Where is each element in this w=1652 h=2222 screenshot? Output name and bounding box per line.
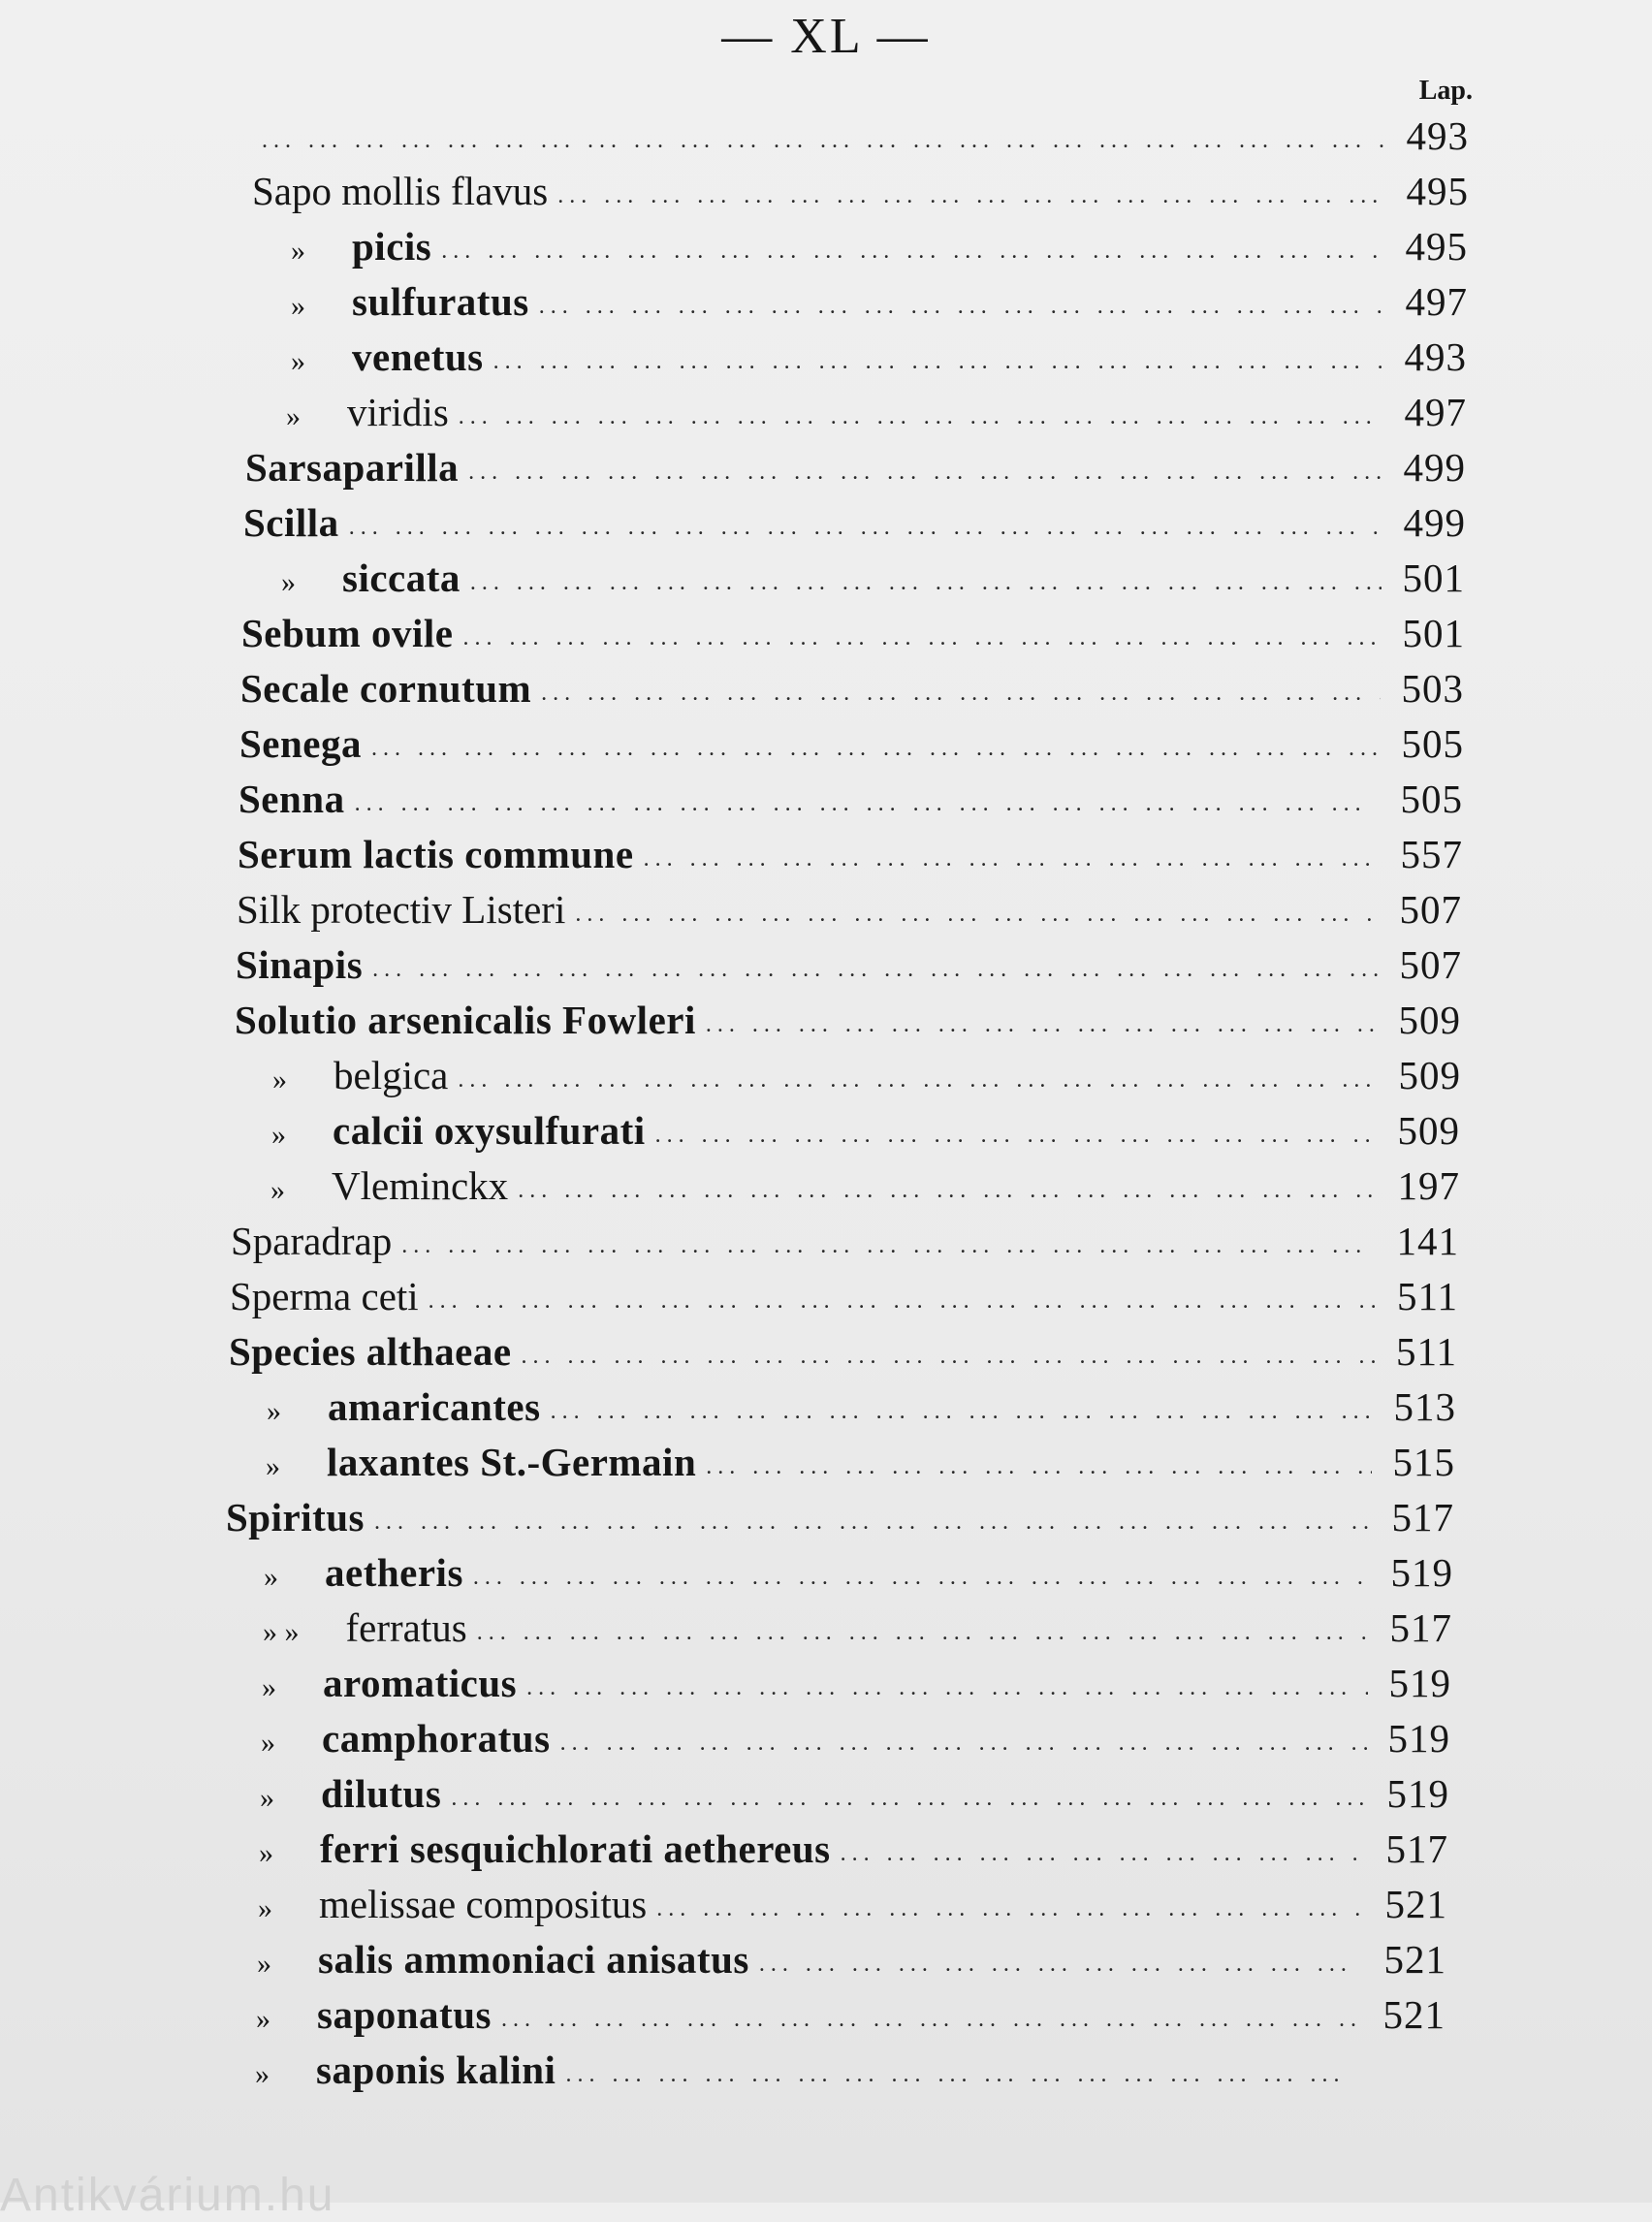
leader-dots — [459, 388, 1383, 446]
page-number: 521 — [1384, 1882, 1447, 1926]
index-entry — [257, 1930, 1446, 1988]
page-number: 493 — [1406, 113, 1469, 158]
page-column-label: Lap. — [1418, 76, 1473, 106]
leader-dots — [473, 1548, 1370, 1606]
page-number: 495 — [1406, 169, 1469, 213]
leader-dots — [493, 333, 1383, 391]
leader-dots — [526, 1659, 1367, 1717]
leader-dots — [468, 443, 1382, 501]
index-entry — [241, 604, 1465, 662]
entry-label: aetheris — [325, 1550, 463, 1595]
index-entry — [270, 1157, 1460, 1215]
leader-dots — [401, 1217, 1375, 1275]
entry-label: aromaticus — [323, 1661, 518, 1705]
leader-dots — [541, 664, 1380, 722]
leader-dots — [557, 167, 1384, 225]
entry-label: Spiritus — [226, 1495, 365, 1540]
ditto-mark: » — [256, 2003, 270, 2035]
page-number: 515 — [1392, 1440, 1455, 1484]
leader-dots — [565, 2046, 1346, 2104]
ditto-mark: » — [259, 1837, 273, 1869]
index-entry — [281, 549, 1465, 607]
entry-label: amaricantes — [328, 1384, 541, 1429]
ditto-mark: » — [270, 1174, 285, 1206]
leader-dots — [644, 830, 1380, 888]
page-number: 509 — [1397, 1108, 1460, 1153]
entry-label: Sinapis — [236, 942, 364, 987]
index-entry — [252, 162, 1469, 220]
index-entry — [237, 880, 1462, 938]
entry-label: ferri sesquichlorati aethereus — [320, 1826, 831, 1871]
leader-dots — [518, 1161, 1376, 1220]
index-entry — [231, 1212, 1459, 1270]
index-entry — [271, 1101, 1460, 1159]
page-number: 509 — [1398, 1053, 1461, 1097]
page-number: 499 — [1403, 500, 1466, 545]
page-number: 495 — [1405, 224, 1468, 269]
entry-label: saponatus — [317, 1992, 492, 2037]
ditto-mark: » — [261, 1727, 275, 1759]
leader-dots — [539, 277, 1384, 335]
index-entry — [229, 1322, 1457, 1381]
index-entry — [291, 217, 1468, 275]
leader-dots — [655, 1106, 1377, 1164]
ditto-mark: » — [291, 345, 305, 377]
ditto-mark: » — [281, 566, 296, 598]
entry-label: Sarsaparilla — [245, 445, 460, 490]
leader-dots — [759, 1935, 1363, 1993]
index-entry — [267, 1378, 1456, 1436]
index-entry — [286, 383, 1467, 441]
watermark: Antikvárium.hu — [0, 2170, 335, 2221]
entry-label: Sparadrap — [231, 1219, 393, 1263]
entry-label: calcii oxysulfurati — [333, 1108, 646, 1153]
page-number: 511 — [1397, 1274, 1458, 1318]
leader-dots — [706, 996, 1378, 1054]
page-number: 519 — [1388, 1661, 1451, 1705]
leader-dots — [441, 222, 1383, 280]
page-number: 511 — [1396, 1329, 1457, 1374]
index-entry — [230, 1267, 1458, 1325]
entry-label: Sebum ovile — [241, 611, 454, 655]
leader-dots — [262, 111, 1385, 170]
leader-dots — [349, 498, 1382, 556]
entry-label: ferratus — [345, 1605, 467, 1650]
ditto-mark: » — [258, 1892, 272, 1924]
leader-dots — [429, 1272, 1376, 1330]
index-entry — [263, 1599, 1452, 1657]
entry-label: sulfuratus — [352, 279, 529, 324]
entry-label: Scilla — [243, 500, 339, 545]
page-number: 521 — [1383, 1937, 1446, 1982]
leader-dots — [551, 1382, 1373, 1441]
leader-dots — [706, 1438, 1371, 1496]
page-number: 521 — [1382, 1992, 1446, 2037]
entry-label: laxantes St.-Germain — [327, 1440, 697, 1484]
entry-label: salis ammoniaci anisatus — [318, 1937, 749, 1982]
leader-dots — [656, 1880, 1363, 1938]
index-entry — [252, 107, 1469, 165]
ditto-mark: » — [291, 235, 305, 267]
index-entry — [291, 328, 1467, 386]
ditto-mark: » — [260, 1782, 274, 1814]
leader-dots — [501, 1990, 1362, 2048]
index-entry — [259, 1820, 1448, 1878]
entry-label: Species althaeae — [229, 1329, 512, 1374]
ditto-mark: » — [262, 1671, 276, 1703]
index-entry — [236, 936, 1462, 994]
leader-dots — [374, 1493, 1371, 1551]
page-number: 519 — [1386, 1771, 1449, 1816]
leader-dots — [451, 1769, 1365, 1827]
page-number: 517 — [1389, 1605, 1452, 1650]
entry-label: Sperma ceti — [230, 1274, 419, 1318]
page-number: 499 — [1403, 445, 1466, 490]
index-entry — [264, 1543, 1453, 1602]
entry-label: dilutus — [321, 1771, 442, 1816]
leader-dots — [463, 609, 1382, 667]
page-number: 505 — [1400, 777, 1463, 821]
index-entry — [239, 714, 1464, 773]
index-entry — [256, 1985, 1446, 2044]
ditto-mark: » — [255, 2058, 270, 2090]
index-entry — [291, 272, 1468, 331]
entry-label: Silk protectiv Listeri — [237, 887, 566, 932]
page-numeral: — XL — — [721, 9, 931, 64]
leader-dots — [575, 885, 1378, 943]
index-entry — [238, 770, 1463, 828]
entry-label: Vleminckx — [332, 1163, 509, 1208]
entry-label: camphoratus — [322, 1716, 551, 1761]
page-number: 197 — [1397, 1163, 1460, 1208]
leader-dots — [522, 1327, 1375, 1385]
index-entry — [226, 1488, 1454, 1546]
entry-label: Solutio arsenicalis Fowleri — [235, 998, 696, 1042]
ditto-mark: » — [286, 400, 301, 432]
index-entry — [243, 493, 1466, 552]
index-entry — [260, 1764, 1449, 1823]
page-number: 503 — [1401, 666, 1464, 711]
entry-label: Secale cornutum — [240, 666, 532, 711]
index-entry — [272, 1046, 1461, 1104]
ditto-mark: » — [272, 1063, 287, 1095]
entry-label: Senna — [238, 777, 345, 821]
entry-label: belgica — [334, 1053, 449, 1097]
ditto-mark: » — [257, 1948, 271, 1980]
page-number: 507 — [1399, 887, 1462, 932]
ditto-mark: » » — [263, 1616, 300, 1648]
leader-dots — [470, 554, 1382, 612]
leader-dots — [355, 775, 1380, 833]
index-entry — [245, 438, 1466, 496]
leader-dots — [371, 719, 1381, 778]
ditto-mark: » — [266, 1450, 280, 1482]
page-number: 517 — [1391, 1495, 1454, 1540]
page-number: 507 — [1399, 942, 1462, 987]
ditto-mark: » — [267, 1395, 281, 1427]
page-number: 493 — [1404, 334, 1467, 379]
entry-label: Serum lactis commune — [238, 832, 634, 876]
page-number: 519 — [1390, 1550, 1453, 1595]
entry-label: viridis — [347, 390, 449, 434]
page-number: 513 — [1393, 1384, 1456, 1429]
entry-label: siccata — [342, 556, 461, 600]
leader-dots — [372, 940, 1378, 999]
index-entry — [258, 1875, 1447, 1933]
entry-label: venetus — [352, 334, 484, 379]
page-number: 497 — [1405, 279, 1468, 324]
index-entry — [255, 2041, 1445, 2099]
entry-label: Sapo mollis flavus — [252, 169, 549, 213]
ditto-mark: » — [264, 1561, 278, 1593]
index-entry — [266, 1433, 1455, 1491]
page-number: 501 — [1402, 556, 1465, 600]
leader-dots — [458, 1051, 1377, 1109]
ditto-mark: » — [291, 290, 305, 322]
page-number: 517 — [1385, 1826, 1448, 1871]
page-number: 501 — [1402, 611, 1465, 655]
leader-dots — [560, 1714, 1367, 1772]
index-entry — [261, 1709, 1450, 1767]
page-number: 519 — [1387, 1716, 1450, 1761]
page-number: 497 — [1404, 390, 1467, 434]
index-entry — [262, 1654, 1451, 1712]
ditto-mark: » — [271, 1119, 286, 1151]
index-entry — [235, 991, 1461, 1049]
page-number: 509 — [1398, 998, 1461, 1042]
entry-label: saponis kalini — [316, 2047, 556, 2092]
index-entry — [238, 825, 1463, 883]
page-number: 141 — [1396, 1219, 1459, 1263]
leader-dots — [841, 1825, 1365, 1883]
entry-label: Senega — [239, 721, 362, 766]
page-number: 505 — [1401, 721, 1464, 766]
index-entry — [240, 659, 1464, 717]
entry-label: picis — [352, 224, 432, 269]
entry-label: melissae compositus — [319, 1882, 648, 1926]
leader-dots — [477, 1603, 1369, 1662]
page-number: 557 — [1400, 832, 1463, 876]
